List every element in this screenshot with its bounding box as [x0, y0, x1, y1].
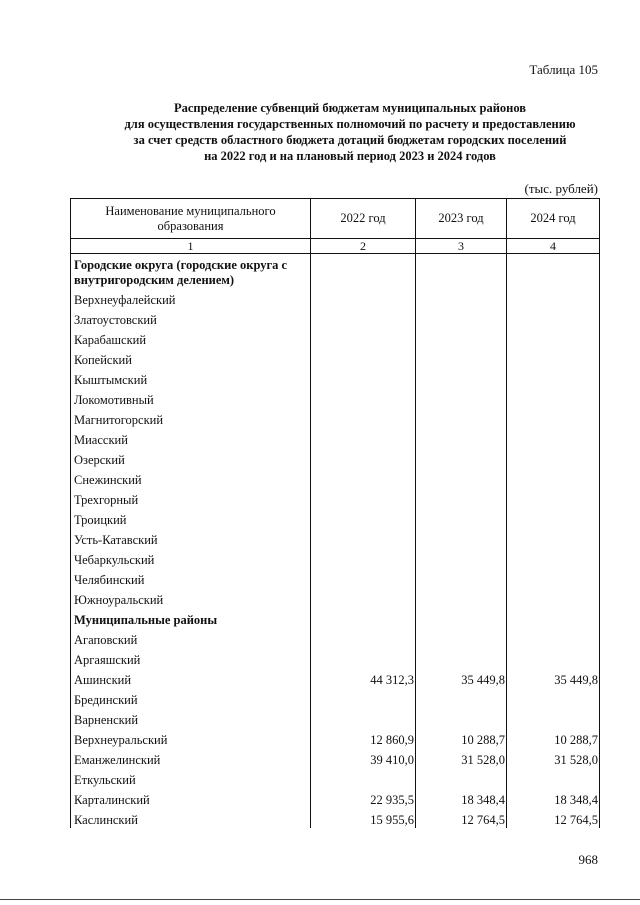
value-2022: [311, 308, 416, 328]
table-body: [71, 254, 600, 829]
column-number: 1: [71, 239, 311, 254]
value-2022: [311, 628, 416, 648]
value-2024: [507, 768, 600, 788]
value-2022: [311, 468, 416, 488]
value-2024: [507, 308, 600, 328]
value-2023: 10 288,7: [416, 728, 507, 748]
value-2022: [311, 508, 416, 528]
table-row: [71, 668, 600, 688]
table-row: [71, 748, 600, 768]
value-2024: [507, 468, 600, 488]
header-2024: 2024 год: [507, 199, 600, 239]
value-2023: 31 528,0: [416, 748, 507, 768]
municipality-name: Варненский: [71, 708, 311, 728]
value-2024: [507, 588, 600, 608]
title-line: Распределение субвенций бюджетам муниципальных районов: [173, 101, 527, 115]
value-2022: [311, 548, 416, 568]
value-2024: [507, 548, 600, 568]
value-2023: [416, 254, 507, 289]
table-row: [71, 468, 600, 488]
value-2023: [416, 568, 507, 588]
table-row: [71, 568, 600, 588]
value-2022: [311, 688, 416, 708]
value-2022: [311, 408, 416, 428]
value-2024: [507, 628, 600, 648]
value-2023: 35 449,8: [416, 668, 507, 688]
value-2023: [416, 708, 507, 728]
table-row: [71, 648, 600, 668]
municipality-name: Еманжелинский: [71, 748, 311, 768]
value-2023: [416, 388, 507, 408]
municipality-name: Троицкий: [71, 508, 311, 528]
subsidy-table: [70, 198, 600, 828]
value-2023: [416, 768, 507, 788]
value-2023: [416, 468, 507, 488]
table-row: [71, 788, 600, 808]
municipality-name: Златоустовский: [71, 308, 311, 328]
municipality-name: Агаповский: [71, 628, 311, 648]
value-2024: [507, 528, 600, 548]
municipality-name: Карталинский: [71, 788, 311, 808]
table-row: [71, 768, 600, 788]
table-row: [71, 408, 600, 428]
value-2024: [507, 688, 600, 708]
municipality-name: Верхнеуральский: [71, 728, 311, 748]
value-2024: [507, 608, 600, 628]
municipality-name: Магнитогорский: [71, 408, 311, 428]
table-row: [71, 708, 600, 728]
municipality-name: Аргаяшский: [71, 648, 311, 668]
value-2023: 12 764,5: [416, 808, 507, 828]
value-2024: 31 528,0: [507, 748, 600, 768]
table-row: [71, 428, 600, 448]
municipality-name: Муниципальные районы: [71, 608, 311, 628]
footer-rule: [0, 899, 640, 900]
value-2023: [416, 448, 507, 468]
title-line: за счет средств областного бюджета дотаций бюджетам городских поселений: [133, 133, 567, 147]
value-2024: [507, 328, 600, 348]
value-2022: [311, 488, 416, 508]
municipality-name: Чебаркульский: [71, 548, 311, 568]
value-2022: 12 860,9: [311, 728, 416, 748]
value-2022: [311, 528, 416, 548]
municipality-name: Кыштымский: [71, 368, 311, 388]
municipality-name: Каслинский: [71, 808, 311, 828]
value-2022: [311, 588, 416, 608]
title-line: на 2022 год и на плановый период 2023 и 2024 годов: [204, 149, 496, 163]
municipality-name: Ашинский: [71, 668, 311, 688]
municipality-name: Озерский: [71, 448, 311, 468]
municipality-name: Южноуральский: [71, 588, 311, 608]
value-2024: [507, 648, 600, 668]
value-2024: [507, 348, 600, 368]
table-header-row: [71, 199, 600, 239]
value-2022: [311, 368, 416, 388]
table-row: [71, 728, 600, 748]
table-row: [71, 348, 600, 368]
municipality-name: Локомотивный: [71, 388, 311, 408]
table-label: Таблица 105: [529, 62, 598, 77]
value-2022: [311, 328, 416, 348]
value-2023: [416, 428, 507, 448]
value-2023: [416, 528, 507, 548]
value-2024: [507, 388, 600, 408]
value-2023: [416, 628, 507, 648]
value-2022: 22 935,5: [311, 788, 416, 808]
table-row: [71, 448, 600, 468]
municipality-name: Городские округа (городские округа с внутригородским делением): [71, 254, 311, 289]
value-2024: [507, 508, 600, 528]
value-2022: 39 410,0: [311, 748, 416, 768]
column-number: 4: [507, 239, 600, 254]
municipality-name: Верхнеуфалейский: [71, 288, 311, 308]
value-2022: [311, 348, 416, 368]
municipality-name: Трехгорный: [71, 488, 311, 508]
value-2024: [507, 568, 600, 588]
value-2022: [311, 388, 416, 408]
value-2024: [507, 708, 600, 728]
value-2023: [416, 688, 507, 708]
value-2024: 12 764,5: [507, 808, 600, 828]
table-row: [71, 308, 600, 328]
column-number: 3: [416, 239, 507, 254]
municipality-name: Усть-Катавский: [71, 528, 311, 548]
municipality-name: Снежинский: [71, 468, 311, 488]
section-row: [71, 254, 600, 289]
value-2023: [416, 288, 507, 308]
value-2022: [311, 448, 416, 468]
value-2022: [311, 288, 416, 308]
header-2022: 2022 год: [311, 199, 416, 239]
value-2022: [311, 608, 416, 628]
table-row: [71, 588, 600, 608]
header-2023: 2023 год: [416, 199, 507, 239]
value-2023: 18 348,4: [416, 788, 507, 808]
value-2024: 35 449,8: [507, 668, 600, 688]
table-row: [71, 328, 600, 348]
value-2023: [416, 408, 507, 428]
page-number: 968: [578, 852, 598, 867]
table-row: [71, 528, 600, 548]
table-row: [71, 688, 600, 708]
value-2024: 10 288,7: [507, 728, 600, 748]
table-row: [71, 488, 600, 508]
value-2024: 18 348,4: [507, 788, 600, 808]
section-row: [71, 608, 600, 628]
units-label: (тыс. рублей): [524, 181, 598, 196]
table-row: [71, 548, 600, 568]
value-2024: [507, 368, 600, 388]
value-2023: [416, 308, 507, 328]
value-2024: [507, 448, 600, 468]
value-2023: [416, 508, 507, 528]
value-2024: [507, 408, 600, 428]
value-2023: [416, 648, 507, 668]
table-row: [71, 388, 600, 408]
value-2024: [507, 254, 600, 289]
value-2023: [416, 488, 507, 508]
value-2022: [311, 568, 416, 588]
value-2022: [311, 254, 416, 289]
value-2022: 15 955,6: [311, 808, 416, 828]
municipality-name: Еткульский: [71, 768, 311, 788]
value-2022: [311, 428, 416, 448]
municipality-name: Карабашский: [71, 328, 311, 348]
column-number: 2: [311, 239, 416, 254]
value-2023: [416, 608, 507, 628]
table-row: [71, 508, 600, 528]
municipality-name: Миасский: [71, 428, 311, 448]
value-2022: [311, 768, 416, 788]
value-2023: [416, 368, 507, 388]
title-line: для осуществления государственных полномочий по расчету и предоставлению: [124, 117, 576, 131]
value-2024: [507, 428, 600, 448]
value-2022: 44 312,3: [311, 668, 416, 688]
table-row: [71, 808, 600, 828]
value-2023: [416, 328, 507, 348]
table-row: [71, 368, 600, 388]
value-2024: [507, 288, 600, 308]
value-2022: [311, 648, 416, 668]
value-2023: [416, 588, 507, 608]
value-2022: [311, 708, 416, 728]
municipality-name: Копейский: [71, 348, 311, 368]
value-2024: [507, 488, 600, 508]
value-2023: [416, 348, 507, 368]
municipality-name: Челябинский: [71, 568, 311, 588]
column-number-row: [71, 239, 600, 254]
municipality-name: Брединский: [71, 688, 311, 708]
document-title: [60, 100, 640, 164]
header-municipality: Наименование муниципального образования: [71, 199, 311, 239]
table-row: [71, 288, 600, 308]
value-2023: [416, 548, 507, 568]
table-row: [71, 628, 600, 648]
